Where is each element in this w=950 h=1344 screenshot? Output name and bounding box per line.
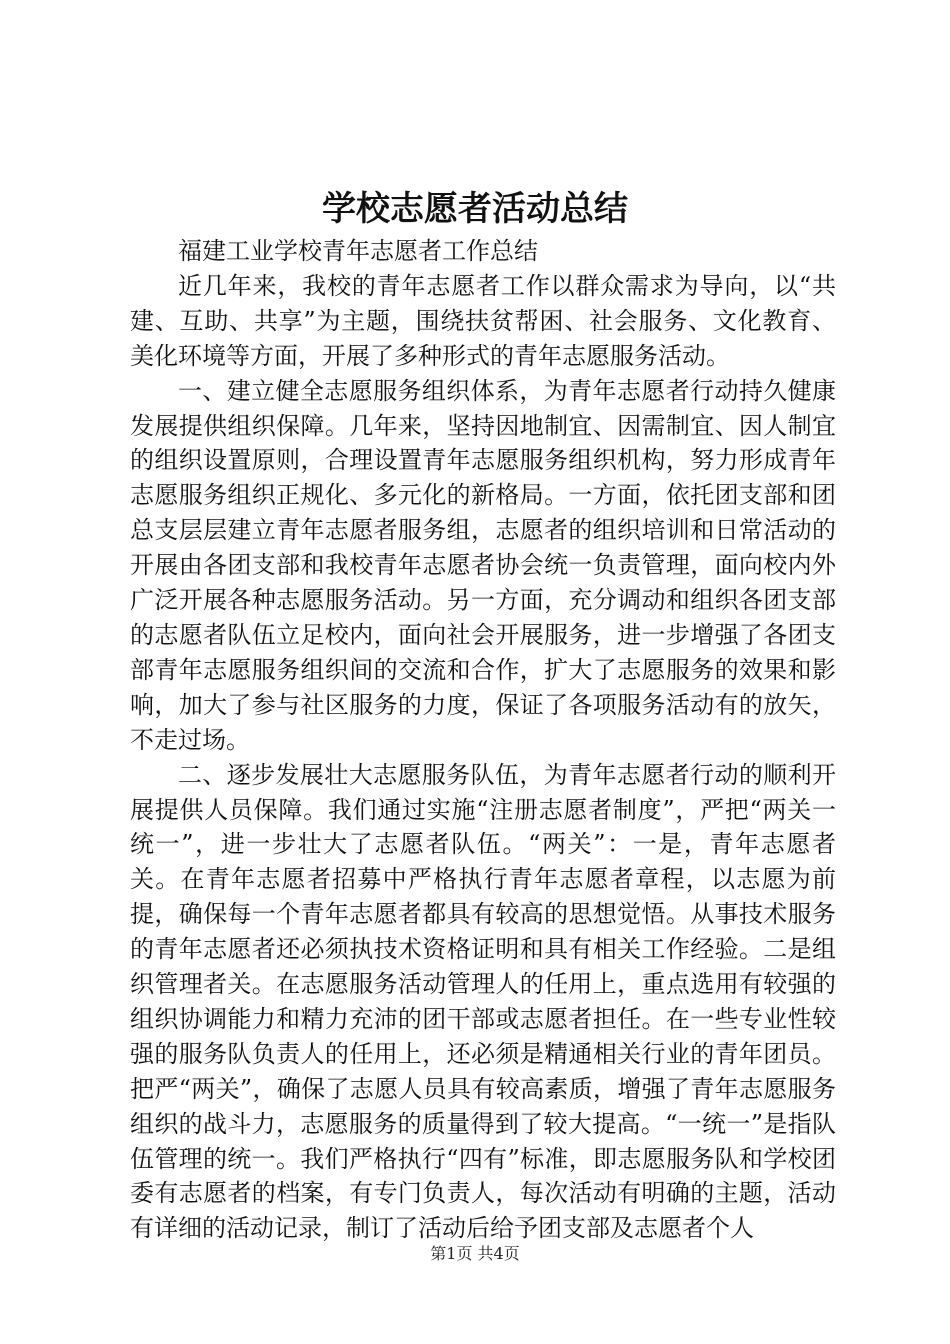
- page-footer: 第1页 共4页: [430, 1244, 520, 1263]
- document-body: [130, 234, 836, 1246]
- paragraph-section-two: 二、逐步发展壮大志愿服务队伍，为青年志愿者行动的顺利开展提供人员保障。我们通过实施“注册志愿者制度”，严把“两关一统一”，进一步壮大了志愿者队伍。“两关”：一是，青年志愿者关。在青年志愿者招募中严格执行青年志愿者章程，以志愿为前提，确保每一个青年志愿者都具有较高的思想觉悟。从事技术服务的青年志愿者还必须执技术资格证明和具有相关工作经验。二是组织管理者关。在志愿服务活动管理人的任用上，重点选用有较强的组织协调能力和精力充沛的团干部或志愿者担任。在一些专业性较强的服务队负责人的任用上，还必须是精通相关行业的青年团员。把严“两关”，确保了志愿人员具有较高素质，增强了青年志愿服务组织的战斗力，志愿服务的质量得到了较大提高。“一统一”是指队伍管理的统一。我们严格执行“四有”标准，即志愿服务队和学校团委有志愿者的档案，有专门负责人，每次活动有明确的主题，活动有详细的活动记录，制订了活动后给予团支部及志愿者个人: [130, 760, 836, 1243]
- document-subtitle: 福建工业学校青年志愿者工作总结: [178, 237, 538, 265]
- paragraph-section-one: 一、建立健全志愿服务组织体系，为青年志愿者行动持久健康发展提供组织保障。几年来，坚持因地制宜、因需制宜、因人制宜的组织设置原则，合理设置青年志愿服务组织机构，努力形成青年志愿服务组织正规化、多元化的新格局。一方面，依托团支部和团总支层层建立青年志愿者服务组，志愿者的组织培训和日常活动的开展由各团支部和我校青年志愿者协会统一负责管理，面向校内外广泛开展各种志愿服务活动。另一方面，充分调动和组织各团支部的志愿者队伍立足校内，面向社会开展服务，进一步增强了各团支部青年志愿服务组织间的交流和合作，扩大了志愿服务的效果和影响，加大了参与社区服务的力度，保证了各项服务活动有的放矢，不走过场。: [130, 376, 836, 754]
- paragraph-intro: 近几年来，我校的青年志愿者工作以群众需求为导向，以“共建、互助、共享”为主题，围绕扶贫帮困、社会服务、文化教育、美化环境等方面，开展了多种形式的青年志愿服务活动。: [130, 271, 836, 370]
- document-title: 学校志愿者活动总结: [322, 189, 628, 229]
